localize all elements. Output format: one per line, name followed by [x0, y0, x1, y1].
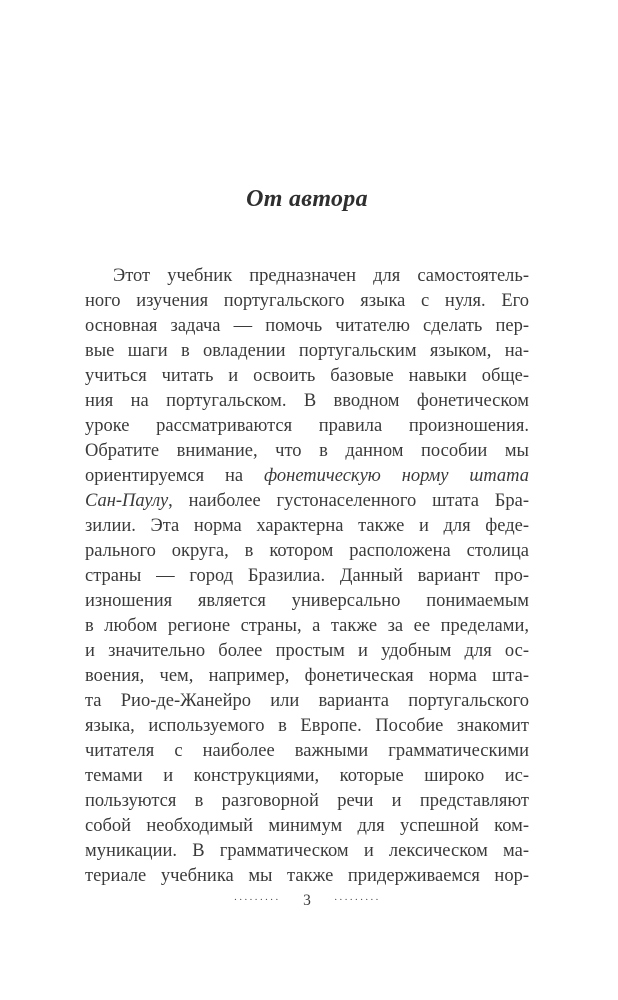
- italic-text-segment: фонетическую норму штата: [264, 466, 529, 486]
- italic-text-segment: Сан-Паулу: [85, 491, 169, 511]
- text-line: [85, 814, 529, 839]
- text-segment: вые шаги в овладении португальским языком, на-: [85, 341, 529, 361]
- text-line: [85, 764, 529, 789]
- text-segment: Обратите внимание, что в данном пособии мы: [85, 441, 529, 461]
- text-segment: та Рио-де-Жанейро или варианта португальского: [85, 691, 529, 711]
- text-segment: ного изучения португальского языка с нуля. Его: [85, 291, 529, 311]
- text-segment: учиться читать и освоить базовые навыки обще-: [85, 366, 529, 386]
- text-line: [85, 464, 529, 489]
- page-footer: [85, 893, 529, 909]
- page-number: 3: [303, 892, 311, 909]
- text-segment: читателя с наиболее важными грамматическими: [85, 741, 529, 761]
- text-segment: страны — город Бразилиа. Данный вариант про-: [85, 566, 529, 586]
- text-line: [85, 664, 529, 689]
- footer-ornament-left: ·········: [233, 894, 281, 907]
- text-segment: темами и конструкциями, которые широко ис-: [85, 766, 529, 786]
- text-segment: зилии. Эта норма характерна также и для феде-: [85, 516, 529, 536]
- text-line: [85, 314, 529, 339]
- text-line: [85, 714, 529, 739]
- footer-ornament-right: ·········: [333, 894, 381, 907]
- text-segment: изношения является универсально понимаемым: [85, 591, 529, 611]
- text-line: [85, 364, 529, 389]
- text-line: [85, 339, 529, 364]
- text-segment: языка, используемого в Европе. Пособие знакомит: [85, 716, 529, 736]
- text-line: [85, 564, 529, 589]
- text-segment: , наиболее густонаселенного штата Бра-: [168, 491, 529, 511]
- text-line: [85, 439, 529, 464]
- text-line: [85, 289, 529, 314]
- text-line: [85, 864, 529, 889]
- text-line: [85, 739, 529, 764]
- text-line: [85, 639, 529, 664]
- text-line: [85, 689, 529, 714]
- text-line: [85, 539, 529, 564]
- text-segment: и значительно более простым и удобным для ос-: [85, 641, 529, 661]
- text-line: [85, 264, 529, 289]
- text-line: [85, 389, 529, 414]
- text-segment: уроке рассматриваются правила произношения.: [85, 416, 529, 436]
- text-line: [85, 514, 529, 539]
- text-line: [85, 489, 529, 514]
- text-segment: териале учебника мы также придерживаемся нор-: [85, 866, 529, 886]
- text-line: [85, 589, 529, 614]
- text-segment: пользуются в разговорной речи и представляют: [85, 791, 529, 811]
- text-segment: Этот учебник предназначен для самостоятель-: [113, 266, 529, 286]
- text-segment: собой необходимый минимум для успешной ком-: [85, 816, 529, 836]
- text-segment: рального округа, в котором расположена столица: [85, 541, 529, 561]
- body-paragraph: [85, 264, 529, 889]
- text-line: [85, 789, 529, 814]
- text-segment: ориентируемся на: [85, 466, 265, 486]
- text-line: [85, 839, 529, 864]
- text-line: [85, 414, 529, 439]
- page-title: От автора: [246, 186, 368, 212]
- text-segment: основная задача — помочь читателю сделать пер-: [85, 316, 529, 336]
- text-line: [85, 614, 529, 639]
- text-segment: ния на португальском. В вводном фонетическом: [85, 391, 529, 411]
- text-segment: муникации. В грамматическом и лексическом ма-: [85, 841, 529, 861]
- text-segment: в любом регионе страны, а также за ее пределами,: [85, 616, 529, 636]
- text-segment: воения, чем, например, фонетическая норма шта-: [85, 666, 529, 686]
